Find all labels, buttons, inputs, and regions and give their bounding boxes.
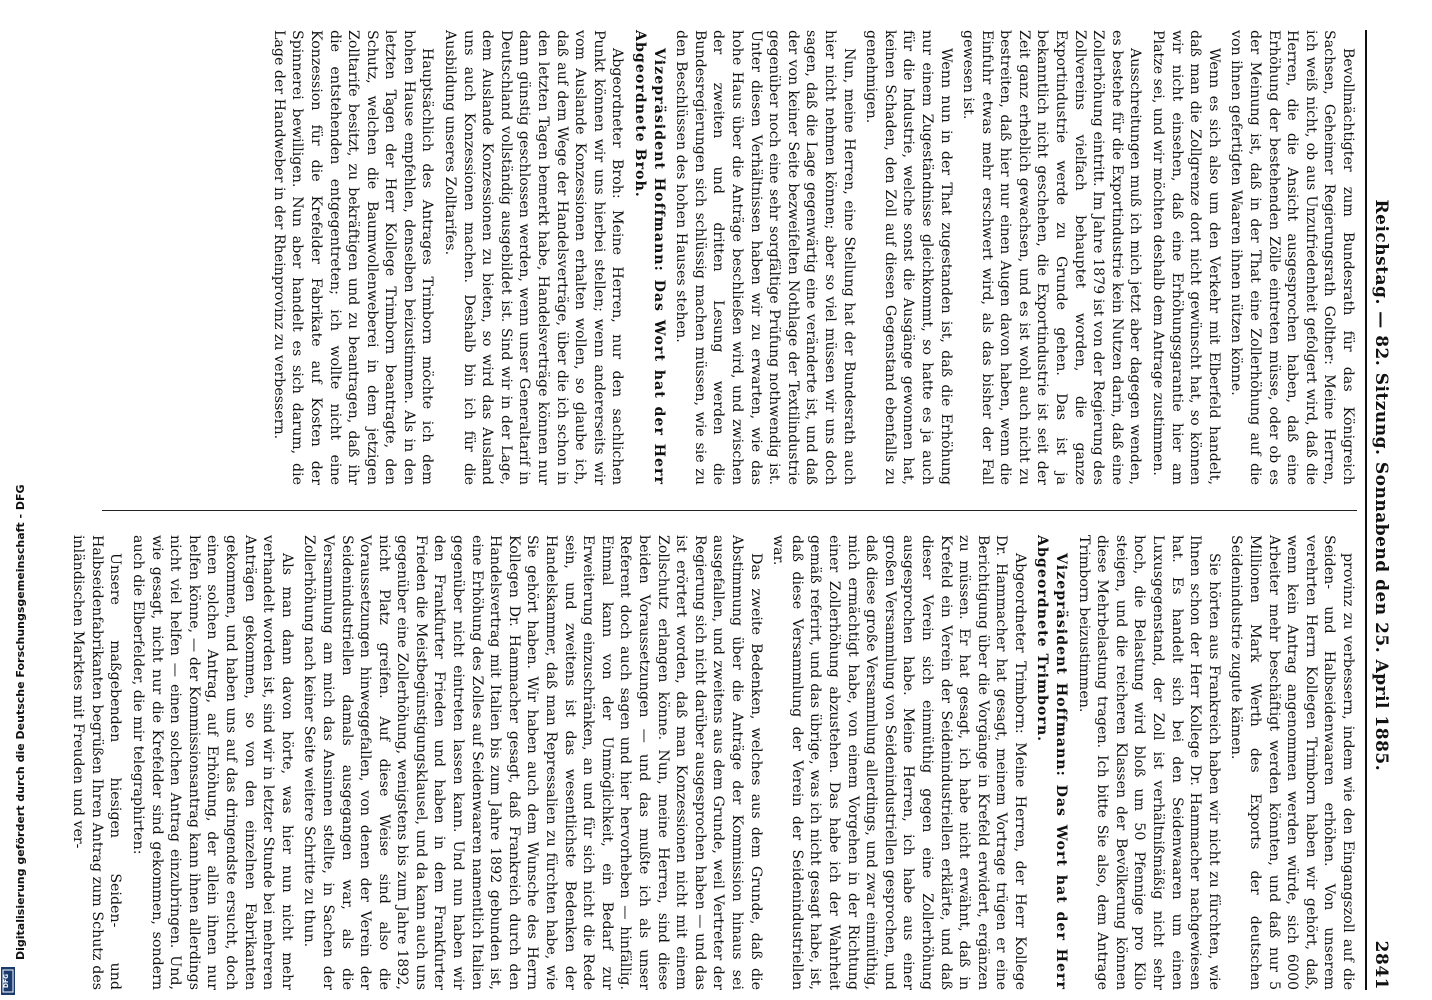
speech-intro: Abgeordneter Trimborn: Meine Herren, der Herr Kollege Dr. Hammacher hat gesagt, meinem Vortrage trügen er eine Berichtigung über die Vorgänge in Krefeld erwidert, ergänzen zu müssen. Er hat gesagt, ich habe nicht erwähnt, daß in Krefeld ein Verein der Seidenindustriellen erklärte, und daß dieser Verein sich einmüthig gegen eine Zollerhöhung ausgesprochen habe. Meine Herren, ich habe aus einer großen Versammlung von Seidenindustriellen gesprochen, und daß diese große Versammlung allerdings, und zwar einmüthig, mich ermächtigt habe, von einem Vorgehen in der Richtung einer Zollerhöhung abzustehen. Das habe ich der Wahrheit gemäß referirt, und das übrige, was ich nicht gesagt habe, ist, daß diese Versammlung der Verein der Seidenindustriellen war. xyxy=(770,535,1028,990)
paragraph: Wenn nun in der That zugestanden ist, daß die Erhöhung nur einem Zugeständnisse gleichkommt, so hatte es ja auch für die Industrie, welche sonst die Ausgänge gewonnen hat, keinen Schaden, den Zoll auf diesen Gegenstand ebenfalls zu genehmigen. xyxy=(863,30,954,485)
paragraph: Wenn es sich also um den Verkehr mit Elberfeld handelt, daß man die Zollgrenze dort nicht gewünscht hat, so können wir nicht einsehen, daß eine Erhöhungsgarantie hier am Platze sei, und wir möchten deshalb dem Antrage zustimmen. xyxy=(1150,30,1222,485)
page-header xyxy=(1365,30,1395,990)
column-divider xyxy=(102,510,1357,511)
dfg-logo-text: DFG xyxy=(3,973,10,989)
dfg-footer-strip xyxy=(0,0,27,1000)
right-column xyxy=(70,535,1357,990)
paragraph: Das zweite Bedenken, welches aus dem Grunde, daß die Abstimmung über die Anträge der Kommission hinaus sei ausgefallen, und zweitens aus dem Grunde, weil Vertreter der Regierung sich nicht darüber ausgesprochen haben — und das ist erörtert worden, daß man Konzessionen nicht mit einem Zollschutz erlangen könne. Nun, meine Herren, sind diese beiden Voraussetzungen — und das mußte ich als unser Referent doch auch sagen und hier hervorheben — hinfällig. Einmal kann von der Unmöglichkeit, ein Bedarf zur Erweiterung einzuschränken, an und für sich nicht die Rede sein, und zweitens ist das wesentlichste Bedenken der Handelskammer, daß man Repressalien zu fürchten habe, wie Sie gehört haben. Wir haben auch dem Wunsche des Herrn Kollegen Dr. Hammacher gesagt, daß Frankreich durch den Handelsvertrag mit Italien bis zum Jahre 1892 gebunden ist, eine Erhöhung des Zolles auf Seidenwaaren namentlich Italien gegenüber nicht eintreten lassen kann. Und nun haben wir den Frankfurter Frieden und haben in dem Frankfurter Frieden die Meistbegünstigungsklausel, und da kann auch uns gegenüber eine Zollerhöhung, wenigstens bis zum Jahre 1892, nicht Platz greifen. Auf diese Weise sind also die Voraussetzungen hinweggefallen, von denen der Verein der Seidenindustriellen damals ausgegangen war, als die Versammlung am mich das Ansinnen stellte, in Sachen der Zollerhöhung nach keiner Seite weitere Schritte zu thun. xyxy=(301,535,764,990)
chair-line: Vizepräsident Hoffmann: Das Wort hat der Herr Abgeordnete Trimborn. xyxy=(1034,535,1070,990)
rotated-page-content xyxy=(70,30,1395,990)
running-head: Reichstag. — 82. Sitzung. Sonnabend den 25. April 1885. xyxy=(1371,199,1391,772)
paragraph: Als man dann davon hörte, was hier nun nicht mehr verhandelt worden ist, sind wir in letzter Stunde bei mehreren Anträgen gekommen, so von den einzelnen Fabrikanten gekommen, und haben uns auf das dringendste ersucht, doch einen solchen Antrag, auf Erhöhung, der allein ihnen nur helfen könne, — der Kommissionsantrag kann ihnen allerdings nicht viel helfen — einen solchen Antrag einzubringen. Und, wie gesagt, nicht nur die Krefelder sind gekommen, sondern auch die Elberfelder, die mir telegraphirten: xyxy=(130,535,295,990)
chair-line: Vizepräsident Hoffmann: Das Wort hat der Herr Abgeordnete Broh. xyxy=(632,30,667,485)
paragraph: Bevollmächtigter zum Bundesrath für das Königreich Sachsen, Geheimer Regierungsrath Golther: Meine Herren, ich weiß nicht, ob aus Unzufriedenheit gefolgert wird, daß die Herren, die die Ansicht ausgesprochen haben, daß eine Erhöhung der bestehenden Zölle eintreten müsse, oder ob es der Meinung ist, daß in der That eine Zollerhöhung auf die von ihnen gefertigten Waaren ihnen nützen könne. xyxy=(1228,30,1356,485)
paragraph: Sie hörten aus Frankreich haben wir nicht zu fürchten, wie Ihnen schon der Herr Kollege Dr. Hammacher nachgewiesen hat. Es handelt sich bei den Seidenwaaren um einen Luxusgegenstand, der Zoll ist verhältnißmäßig nicht sehr hoch, die Belastung wird bloß um 50 Pfennige pro Kilo steigen, und die reicheren Klassen der Bevölkerung können diese Mehrbelastung tragen. Ich bitte Sie also, dem Antrage Trimborn beizustimmen. xyxy=(1075,535,1222,990)
dfg-logo-icon xyxy=(1,967,15,995)
paragraph: provinz zu verbessern, indem wie den Eingangszoll auf die Seiden- und Halbseidenwaaren erhöhen. Von unserem verehrten Herrn Kollegen Trimborn haben wir gehört, daß, wenn kein Antrag angenommen werden würde, sich 6000 Arbeiter mehr beschäftigt werden könnten, und daß nur 5 Millionen Mark Werth des Exports der deutschen Seidenindustrie zugute kämen. xyxy=(1228,535,1356,990)
paragraph: Nun, meine Herren, eine Stellung hat der Bundesrath auch hier nicht nehmen können; aber so viel müssen wir uns doch sagen, daß die Lage gegenwärtig eine veränderte ist, und daß der von keiner Seite bezweifelten Nothlage der Textilindustrie gegenüber noch eine sehr sorgfältige Prüfung nothwendig ist. Unter diesen Verhältnissen haben wir zu erwarten, wie das hohe Haus über die Anträge beschließen wird, und zwischen der zweiten und dritten Lesung werden die Bundesregierungen sich schlüssig machen müssen, wie sie zu den Beschlüssen des hohen Hauses stehen. xyxy=(673,30,857,485)
paragraph: Ausschreitungen muß ich mich jetzt aber dagegen wenden, es bestehe für die Exportindustrie kein Nutzen darin, daß eine Zollerhöhung eintritt. Im Jahre 1879 ist von der Regierung des Zollvereins vielfach behauptet worden, die ganze Exportindustrie werde zu Grunde gehen. Das ist ja bekanntlich nicht geschehen, die Exportindustrie ist seit der Zeit ganz erheblich gewachsen, und es ist wohl auch nicht zu bestreiten, daß hier nur einen Augen davon haben, wenn die Einfuhr etwas mehr erschwert wird, als das bisher der Fall gewesen ist. xyxy=(960,30,1144,485)
left-column xyxy=(97,30,1357,485)
paragraph: Unsere maßgebenden hiesigen Seiden- und Halbseidenfabrikanten begrüßen Ihren Antrag zum Schutz des inländischen Marktes mit Freuden und ver- xyxy=(70,535,124,990)
chair-announcement xyxy=(1033,535,1070,990)
page-number: 2841 xyxy=(1371,940,1391,990)
paragraph: Hauptsächlich des Antrages Trimborn möchte ich dem hohen Hause empfehlen, denselben beizustimmen. Als in den letzten Tagen der Herr Kollege Trimborn beantragte, den Schutz, welchen die Baumwollenweberei in dem jetzigen Zolltarife besitzt, zu bekräftigen und zu beantragen, daß ihr die entstehenden entgegentreten; ich wollte nicht eine Konzession für die Krefelder Fabrikate auf Kosten der Spinnerei bewilligen. Nun aber handelt es sich darum, die Lage der Handweber in der Rheinprovinz zu verbessern. xyxy=(270,30,436,485)
speech-intro: Abgeordneter Broh: Meine Herren, nur den sachlichen Punkt können wir uns hierbei stellen; wenn andererseits wir vom Auslande Konzessionen erhalten wollen, so glaube ich, daß auf dem Wege der Handelsverträge, über die ich schon in den letzten Tagen bemerkt habe, Handelsverträge können nur dann günstig geschlossen werden, wenn unser Generaltarif in Deutschland vollständig ausgebildet ist. Sind wir in der Lage, dem Auslande Konzessionen zu bieten, so wird das Ausland uns auch Konzessionen machen. Deshalb bin ich für die Ausbildung unseres Zolltarifes. xyxy=(442,30,626,485)
chair-announcement xyxy=(630,30,667,485)
dfg-funding-notice: Digitalisierung gefördert durch die Deutsche Forschungsgemeinschaft - DFG xyxy=(14,484,27,960)
